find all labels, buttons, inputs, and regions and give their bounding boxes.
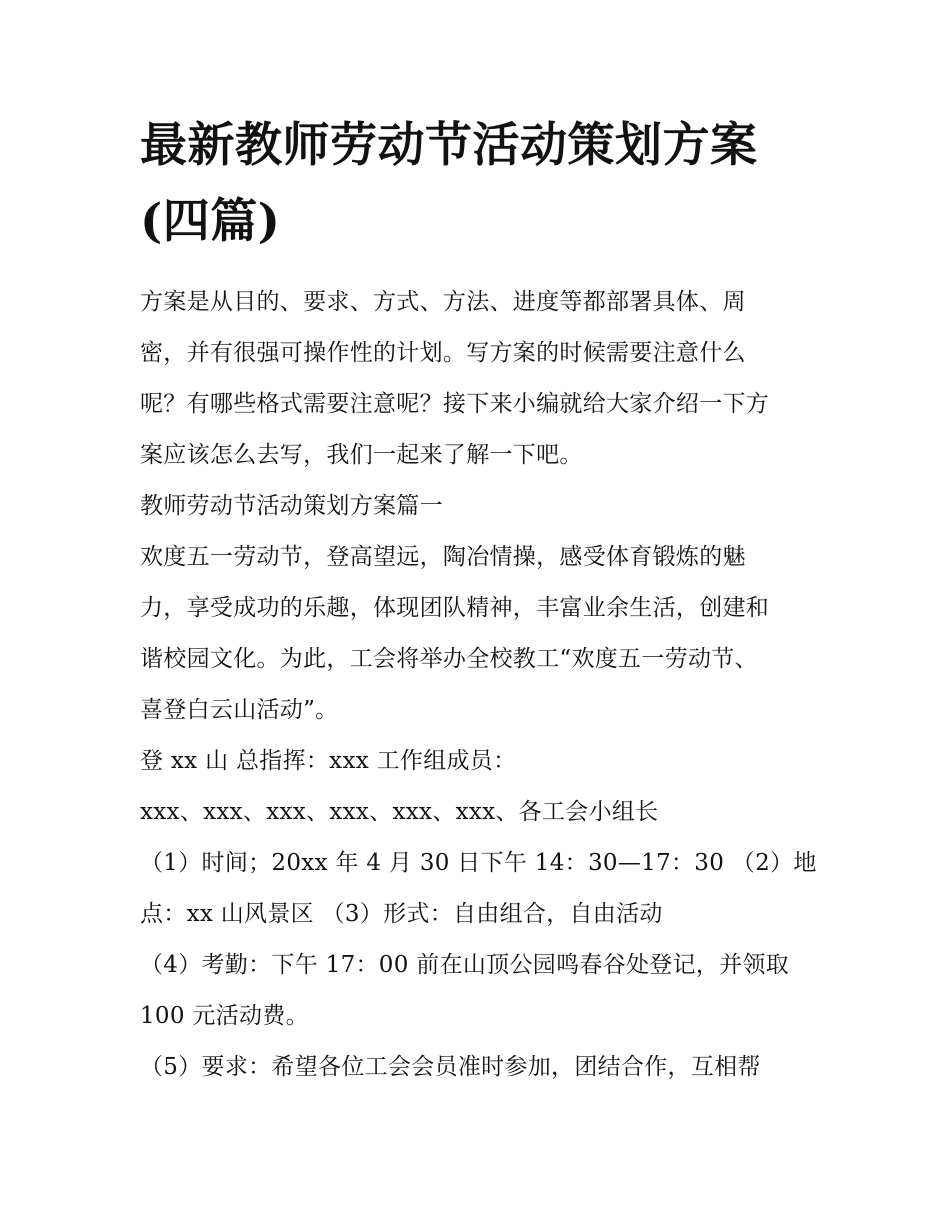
section-heading: 教师劳动节活动策划方案篇一 [140, 493, 443, 519]
body-line: xxx、xxx、xxx、xxx、xxx、xxx、各工会小组长 [140, 799, 659, 825]
document-title [140, 108, 820, 260]
title-line: (四篇) [140, 194, 281, 249]
body-line: 点：xx 山风景区 （3）形式：自由组合，自由活动 [140, 901, 663, 927]
body-line: 欢度五一劳动节，登高望远，陶冶情操，感受体育锻炼的魅 [140, 544, 746, 570]
body-line: 谐校园文化。为此，工会将举办全校教工“欢度五一劳动节、 [140, 646, 758, 672]
body-line: 登 xx 山 总指挥：xxx 工作组成员： [140, 748, 517, 774]
body-line: 方案是从目的、要求、方式、方法、进度等都部署具体、周 [140, 289, 746, 315]
title-line: 最新教师劳动节活动策划方案 [140, 118, 758, 173]
body-line: （5）要求：希望各位工会会员准时参加，团结合作，互相帮 [140, 1054, 761, 1080]
body-line: （1）时间；20xx 年 4 月 30 日下午 14：30—17：30 （2）地 [140, 850, 817, 876]
body-line: 密，并有很强可操作性的计划。写方案的时候需要注意什么 [140, 340, 746, 366]
document-body [140, 277, 830, 1093]
body-line: 喜登白云山活动”。 [140, 697, 339, 723]
body-line: 力，享受成功的乐趣，体现团队精神，丰富业余生活，创建和 [140, 595, 770, 621]
body-line: 呢？有哪些格式需要注意呢？接下来小编就给大家介绍一下方 [140, 391, 770, 417]
body-line: 案应该怎么去写，我们一起来了解一下吧。 [140, 442, 583, 468]
body-line: （4）考勤：下午 17：00 前在山顶公园鸣春谷处登记，并领取 [140, 952, 790, 978]
body-line: 100 元活动费。 [140, 1003, 309, 1029]
